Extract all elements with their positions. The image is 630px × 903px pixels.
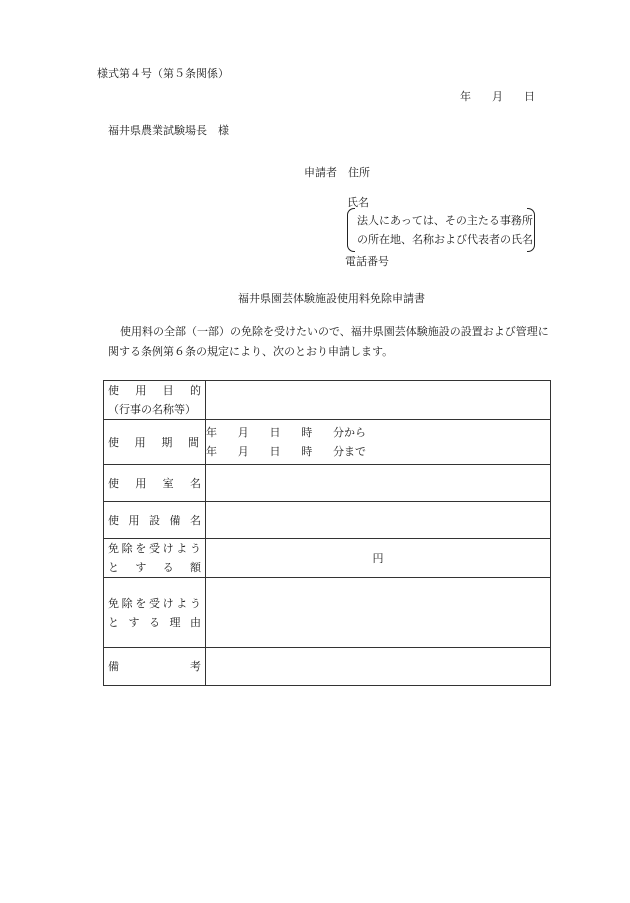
room-value[interactable] (206, 465, 551, 502)
equipment-label-cell: 使 用 設 備 名 (104, 502, 206, 539)
equipment-value[interactable] (206, 502, 551, 539)
name-note-line2: の所在地、名称および代表者の氏名 (357, 233, 533, 246)
yen-unit: 円 (372, 552, 384, 565)
room-label-cell: 使 用 室 名 (104, 465, 206, 502)
row-amount (104, 539, 551, 578)
amount-label-cell: 免 除 を 受 け よ う と す る 額 (104, 539, 206, 578)
row-room (104, 465, 551, 502)
date-line (460, 91, 535, 102)
row-equipment (104, 502, 551, 539)
reason-value[interactable] (206, 578, 551, 648)
reason-label-cell: 免 除 を 受 け よ う と す る 理 由 (104, 578, 206, 648)
row-purpose (104, 381, 551, 420)
name-label: 氏名 (347, 196, 369, 209)
remarks-label-cell: 備 考 (104, 648, 206, 686)
period-to: 年 月 日 時 分まで (206, 445, 366, 458)
row-remarks (104, 648, 551, 686)
document-title: 福井県園芸体験施設使用料免除申請書 (238, 292, 425, 305)
date-month-label: 月 (492, 90, 503, 103)
phone-label: 電話番号 (345, 255, 389, 268)
period-from: 年 月 日 時 分から (206, 426, 366, 439)
row-reason (104, 578, 551, 648)
date-year-label: 年 (460, 90, 471, 103)
purpose-sub-label: （行事の名称等） (108, 403, 196, 416)
applicant-label: 申請者 (304, 166, 337, 179)
purpose-value[interactable] (206, 381, 551, 420)
address-label: 住所 (348, 166, 370, 179)
amount-value[interactable] (206, 539, 551, 578)
recipient: 福井県農業試験場長 様 (108, 124, 229, 137)
name-note-line1: 法人にあっては、その主たる事務所 (357, 214, 533, 227)
period-value[interactable] (206, 420, 551, 465)
remarks-value[interactable] (206, 648, 551, 686)
date-day-label: 日 (524, 90, 535, 103)
form-number: 様式第４号（第５条関係） (97, 67, 229, 80)
purpose-label-cell: 使 用 目 的 （行事の名称等） (104, 381, 206, 420)
body-line-1: 使用料の全部（一部）の免除を受けたいので、福井県園芸体験施設の設置および管理に (120, 325, 549, 338)
application-table (103, 380, 551, 686)
body-line-2: 関する条例第６条の規定により、次のとおり申請します。 (108, 345, 394, 358)
row-period (104, 420, 551, 465)
period-label-cell: 使 用 期 間 (104, 420, 206, 465)
